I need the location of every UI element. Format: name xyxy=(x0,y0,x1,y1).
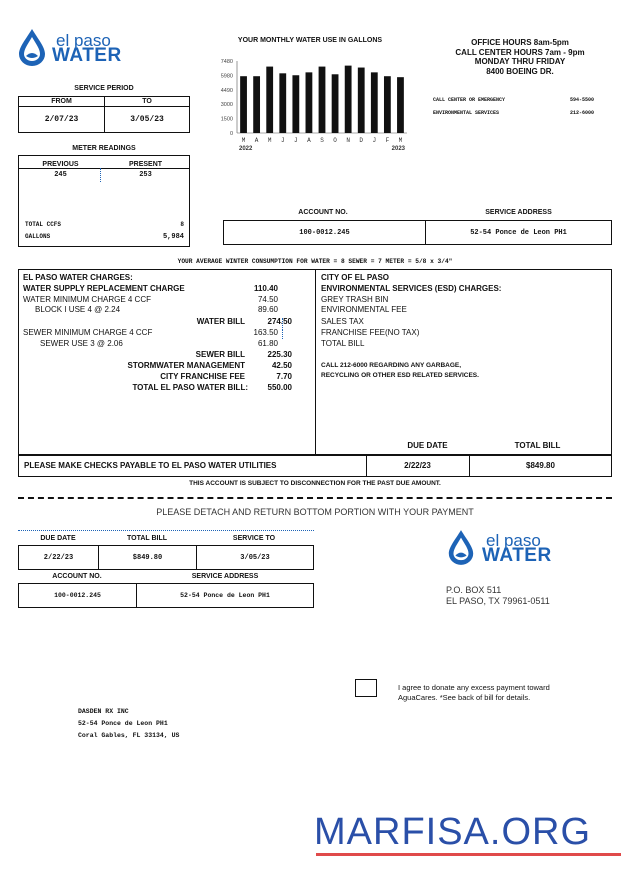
block-use-amount: 89.60 xyxy=(257,305,278,314)
customer-street: 52-54 Ponce de Leon PH1 xyxy=(78,720,168,727)
meter-previous-header: PREVIOUS xyxy=(42,161,79,168)
usage-bar xyxy=(371,72,378,133)
customer-address-block xyxy=(78,706,179,742)
usage-bar xyxy=(266,67,273,133)
stub-el-paso-water-logo xyxy=(446,528,566,568)
y-tick-label: 5980 xyxy=(220,73,233,80)
watermark-text: MARFISA.ORG xyxy=(314,811,592,853)
sewer-use-amount: 61.80 xyxy=(257,339,278,348)
service-from-date: 2/07/23 xyxy=(18,106,105,133)
service-address: 52-54 Ponce de Leon PH1 xyxy=(425,220,612,245)
stub-address-header: SERVICE ADDRESS xyxy=(191,573,259,580)
start-year-label: 2022 xyxy=(239,146,253,152)
payable-due-date: 2/22/23 xyxy=(404,461,431,470)
stub-logo-text-water: WATER xyxy=(482,545,552,566)
meter-readings-title: METER READINGS xyxy=(72,145,136,152)
sewer-bill-amount: 225.30 xyxy=(267,350,292,359)
winter-average-consumption: YOUR AVERAGE WINTER CONSUMPTION FOR WATER = 8 SEWER = 7 METER = 5/8 x 3/4" xyxy=(177,258,453,265)
meter-previous-value: 245 xyxy=(54,171,67,179)
stub-logo-text-el-paso: el paso xyxy=(486,531,541,550)
y-tick-label: 4490 xyxy=(220,87,233,94)
stub-service-to: 3/05/23 xyxy=(196,545,314,570)
meter-present-value: 253 xyxy=(139,171,152,179)
usage-bar xyxy=(319,67,326,133)
sewer-dotted-mark xyxy=(282,329,283,339)
water-min-charge-label: WATER MINIMUM CHARGE 4 CCF xyxy=(23,295,151,304)
account-number: 100-0012.245 xyxy=(223,220,426,245)
remit-city: EL PASO, TX 79961-0511 xyxy=(446,596,550,606)
account-no-header: ACCOUNT NO. xyxy=(298,209,348,216)
city-note-line1: CALL 212-6000 REGARDING ANY GARBAGE, xyxy=(321,362,462,369)
stub-total-bill-header: TOTAL BILL xyxy=(126,535,168,542)
x-tick-label: A xyxy=(307,137,311,144)
office-hours-line: OFFICE HOURS 8am-5pm xyxy=(471,38,569,47)
stub-total-bill: $849.80 xyxy=(98,545,197,570)
gallons-label: GALLONS xyxy=(25,233,51,240)
usage-chart xyxy=(205,55,415,165)
remit-po-box: P.O. BOX 511 xyxy=(446,585,502,595)
customer-name: DASDEN RX INC xyxy=(78,708,129,715)
due-date-header: DUE DATE xyxy=(407,441,448,450)
x-tick-label: M xyxy=(267,137,272,144)
sewer-min-charge-label: SEWER MINIMUM CHARGE 4 CCF xyxy=(23,328,153,337)
emergency-phone: 594-5500 xyxy=(570,97,595,103)
total-epw-label: TOTAL EL PASO WATER BILL: xyxy=(132,383,248,392)
city-item-env-fee: ENVIRONMENTAL FEE xyxy=(321,305,407,314)
block-use-label: BLOCK I USE 4 @ 2.24 xyxy=(35,305,121,314)
city-item-sales-tax: SALES TAX xyxy=(321,317,364,326)
x-tick-label: J xyxy=(280,137,285,144)
stub-service-address: 52-54 Ponce de Leon PH1 xyxy=(136,583,314,608)
x-tick-label: F xyxy=(385,137,390,144)
city-subtitle: ENVIRONMENTAL SERVICES (ESD) CHARGES: xyxy=(321,284,502,293)
franchise-fee-label: CITY FRANCHISE FEE xyxy=(160,372,245,381)
donate-text-line2: AguaCares. *See back of bill for details. xyxy=(398,693,531,702)
usage-bar xyxy=(253,76,260,133)
x-tick-label: A xyxy=(254,137,259,144)
el-paso-water-logo xyxy=(16,27,136,67)
franchise-fee-amount: 7.70 xyxy=(276,372,292,381)
usage-bar xyxy=(345,66,352,133)
x-tick-label: J xyxy=(294,137,298,144)
stub-account-header: ACCOUNT NO. xyxy=(52,573,102,580)
total-bill-header: TOTAL BILL xyxy=(514,441,561,450)
city-item-trash-bin: GREY TRASH BIN xyxy=(321,295,389,304)
x-tick-label: D xyxy=(359,137,364,144)
wsr-charge-amount: 110.40 xyxy=(253,284,278,293)
stub-water-drop-icon xyxy=(446,528,476,566)
payable-total: $849.80 xyxy=(526,461,555,470)
usage-bar xyxy=(332,74,339,133)
city-note-line2: RECYCLING OR OTHER ESD RELATED SERVICES. xyxy=(321,372,479,379)
watermark-underline xyxy=(316,853,621,856)
water-bill-amount: 274.50 xyxy=(267,317,292,326)
stub-account-number: 100-0012.245 xyxy=(18,583,137,608)
usage-bar xyxy=(240,76,247,133)
service-to-header: TO xyxy=(104,96,190,107)
gallons-value: 5,984 xyxy=(162,233,184,241)
water-min-charge-amount: 74.50 xyxy=(257,295,278,304)
office-days-line: MONDAY THRU FRIDAY xyxy=(474,57,566,66)
stub-due-date: 2/22/23 xyxy=(18,545,99,570)
donate-text-line1: I agree to donate any excess payment toward xyxy=(398,683,550,692)
usage-chart-title: YOUR MONTHLY WATER USE IN GALLONS xyxy=(237,37,383,44)
y-tick-label: 7480 xyxy=(220,59,233,65)
x-tick-label: M xyxy=(398,137,403,144)
stub-service-to-header: SERVICE TO xyxy=(232,535,276,542)
water-drop-icon xyxy=(16,27,48,67)
service-period-title: SERVICE PERIOD xyxy=(74,85,134,92)
call-center-hours-line: CALL CENTER HOURS 7am - 9pm xyxy=(455,47,585,57)
total-epw-amount: 550.00 xyxy=(267,383,292,392)
stub-due-date-header: DUE DATE xyxy=(40,535,76,542)
meter-header-divider xyxy=(18,168,190,169)
meter-present-header: PRESENT xyxy=(128,161,163,168)
office-address-line: 8400 BOEING DR. xyxy=(486,66,554,76)
service-from-header: FROM xyxy=(18,96,105,107)
epw-charges-title: EL PASO WATER CHARGES: xyxy=(23,273,133,282)
usage-bar xyxy=(292,75,299,133)
env-services-label: ENVIRONMENTAL SERVICES xyxy=(433,110,500,116)
sewer-use-label: SEWER USE 3 @ 2.06 xyxy=(40,339,123,348)
detach-dashed-line xyxy=(18,497,612,499)
env-services-phone: 212-6000 xyxy=(570,110,595,116)
usage-bar xyxy=(279,73,286,133)
y-tick-label: 1500 xyxy=(220,116,233,123)
service-to-date: 3/05/23 xyxy=(104,106,190,133)
usage-bar xyxy=(306,72,313,133)
sewer-bill-label: SEWER BILL xyxy=(195,350,245,359)
detach-instruction: PLEASE DETACH AND RETURN BOTTOM PORTION WITH YOUR PAYMENT xyxy=(156,507,474,517)
service-address-header: SERVICE ADDRESS xyxy=(485,209,552,216)
usage-bar xyxy=(384,76,391,133)
usage-bar xyxy=(397,77,404,133)
customer-city: Coral Gables, FL 33134, US xyxy=(78,732,180,739)
charges-divider xyxy=(315,269,316,455)
city-title: CITY OF EL PASO xyxy=(321,273,390,282)
sewer-min-charge-amount: 163.50 xyxy=(253,328,278,337)
water-bill-label: WATER BILL xyxy=(196,317,245,326)
city-item-franchise-fee: FRANCHISE FEE(NO TAX) xyxy=(321,328,420,337)
total-ccfs-value: 8 xyxy=(180,221,184,228)
usage-bar xyxy=(358,68,365,133)
x-tick-label: S xyxy=(320,137,324,144)
office-hours-block xyxy=(420,38,620,76)
y-tick-label: 3000 xyxy=(220,102,233,109)
stormwater-label: STORMWATER MANAGEMENT xyxy=(127,361,245,370)
x-tick-label: M xyxy=(241,137,246,144)
city-item-total-bill: TOTAL BILL xyxy=(321,339,365,348)
payable-text: PLEASE MAKE CHECKS PAYABLE TO EL PASO WATER UTILITIES xyxy=(24,461,277,470)
x-tick-label: N xyxy=(346,137,350,144)
stub-dotted-line xyxy=(18,530,314,531)
logo-text-water: WATER xyxy=(52,45,122,66)
y-tick-label: 0 xyxy=(229,131,233,137)
water-bill-dotted-mark xyxy=(282,318,283,328)
disconnection-notice: THIS ACCOUNT IS SUBJECT TO DISCONNECTION FOR THE PAST DUE AMOUNT. xyxy=(189,480,441,487)
x-tick-label: J xyxy=(372,137,377,144)
stormwater-amount: 42.50 xyxy=(271,361,292,370)
total-ccfs-label: TOTAL CCFS xyxy=(25,221,62,228)
emergency-label: CALL CENTER OR EMERGENCY xyxy=(433,97,506,103)
donate-checkbox[interactable] xyxy=(355,679,377,697)
end-year-label: 2023 xyxy=(391,146,405,152)
x-tick-label: O xyxy=(333,137,337,144)
wsr-charge-label: WATER SUPPLY REPLACEMENT CHARGE xyxy=(23,284,185,293)
logo-text-el-paso: el paso xyxy=(56,31,111,50)
